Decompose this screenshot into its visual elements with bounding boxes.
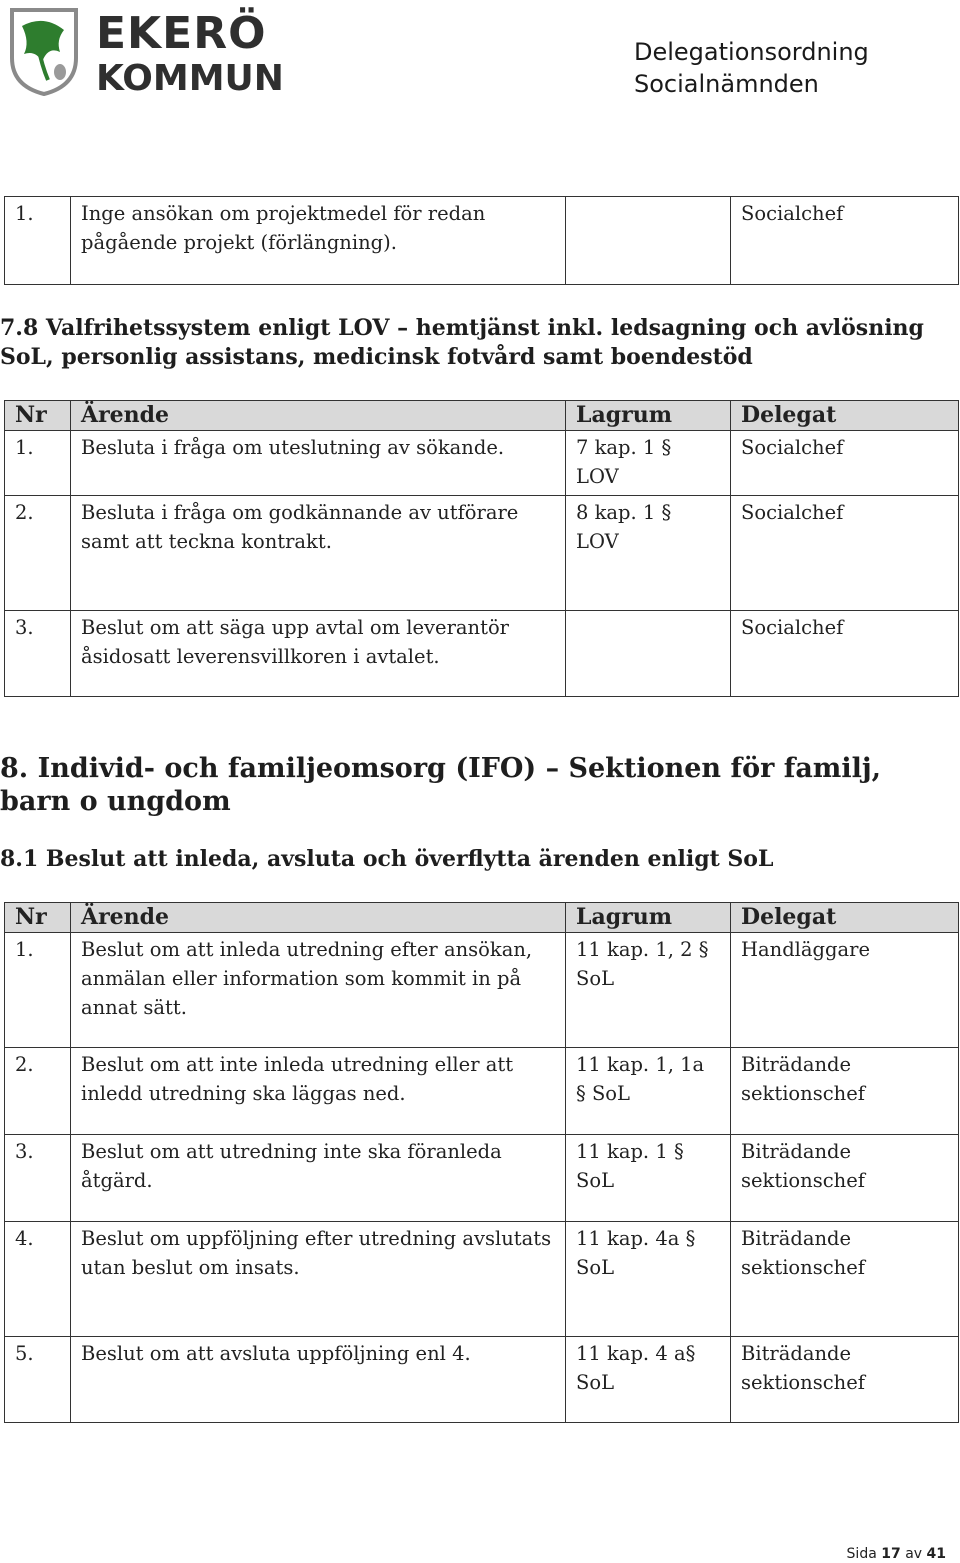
current-page: 17 bbox=[881, 1546, 901, 1562]
logo-wordmark-top: EKERÖ bbox=[96, 8, 267, 59]
delegat-cell: Handläggare bbox=[731, 933, 959, 1048]
section-heading-8-1: 8.1 Beslut att inleda, avsluta och överflytta ärenden enligt SoL bbox=[0, 846, 774, 872]
table-row bbox=[5, 1048, 959, 1135]
column-header-arende: Ärende bbox=[71, 401, 566, 431]
page-number bbox=[847, 1546, 946, 1562]
column-header-nr: Nr bbox=[5, 401, 71, 431]
table-row bbox=[5, 1222, 959, 1337]
table-row bbox=[5, 431, 959, 496]
ekero-kommun-logo bbox=[8, 6, 284, 102]
arende-cell: Beslut om att utredning inte ska föranleda åtgärd. bbox=[71, 1135, 566, 1222]
table-row bbox=[5, 1337, 959, 1423]
table-row bbox=[5, 1135, 959, 1222]
table-row bbox=[5, 933, 959, 1048]
arende-cell: Beslut om att inleda utredning efter ansökan, anmälan eller information som kommit in på annat sätt. bbox=[71, 933, 566, 1048]
column-header-delegat: Delegat bbox=[731, 903, 959, 933]
nr-cell: 3. bbox=[5, 611, 71, 697]
lagrum-cell bbox=[566, 197, 731, 285]
delegat-cell: Biträdande sektionschef bbox=[731, 1222, 959, 1337]
page-label: Sida bbox=[846, 1546, 877, 1562]
delegat-cell: Socialchef bbox=[731, 496, 959, 611]
arende-cell: Beslut om att säga upp avtal om leverantör åsidosatt leverensvillkoren i avtalet. bbox=[71, 611, 566, 697]
arende-cell: Besluta i fråga om uteslutning av sökande. bbox=[71, 431, 566, 496]
nr-cell: 1. bbox=[5, 431, 71, 496]
total-pages: 41 bbox=[926, 1546, 946, 1562]
nr-cell: 2. bbox=[5, 496, 71, 611]
nr-cell: 5. bbox=[5, 1337, 71, 1423]
delegat-cell: Socialchef bbox=[731, 197, 959, 285]
nr-cell: 1. bbox=[5, 933, 71, 1048]
delegat-cell: Biträdande sektionschef bbox=[731, 1337, 959, 1423]
table-header-row bbox=[5, 401, 959, 431]
table-row bbox=[5, 496, 959, 611]
logo-wordmark-bottom: KOMMUN bbox=[96, 58, 284, 99]
table-header-row bbox=[5, 903, 959, 933]
lagrum-cell: 7 kap. 1 § LOV bbox=[566, 431, 731, 496]
column-header-lagrum: Lagrum bbox=[566, 401, 731, 431]
column-header-delegat: Delegat bbox=[731, 401, 959, 431]
lagrum-cell: 11 kap. 1 § SoL bbox=[566, 1135, 731, 1222]
nr-cell: 1. bbox=[5, 197, 71, 285]
sol-table bbox=[4, 902, 959, 1423]
section-heading-8: 8. Individ- och familjeomsorg (IFO) – Sektionen för familj, barn o ungdom bbox=[0, 753, 882, 817]
of-label: av bbox=[905, 1546, 923, 1562]
lagrum-cell: 11 kap. 1, 1a § SoL bbox=[566, 1048, 731, 1135]
continuation-table bbox=[4, 196, 959, 285]
nr-cell: 4. bbox=[5, 1222, 71, 1337]
column-header-arende: Ärende bbox=[71, 903, 566, 933]
delegat-cell: Socialchef bbox=[731, 431, 959, 496]
document-title-line1: Delegationsordning bbox=[634, 38, 869, 66]
arende-cell: Besluta i fråga om godkännande av utförare samt att teckna kontrakt. bbox=[71, 496, 566, 611]
lov-table bbox=[4, 400, 959, 697]
page-header bbox=[0, 0, 960, 120]
table-row bbox=[5, 197, 959, 285]
arende-cell: Inge ansökan om projektmedel för redan pågående projekt (förlängning). bbox=[71, 197, 566, 285]
lagrum-cell: 11 kap. 1, 2 § SoL bbox=[566, 933, 731, 1048]
lagrum-cell bbox=[566, 611, 731, 697]
document-title-line2: Socialnämnden bbox=[634, 70, 819, 98]
table-row bbox=[5, 611, 959, 697]
delegat-cell: Socialchef bbox=[731, 611, 959, 697]
nr-cell: 2. bbox=[5, 1048, 71, 1135]
arende-cell: Beslut om att avsluta uppföljning enl 4. bbox=[71, 1337, 566, 1423]
arende-cell: Beslut om uppföljning efter utredning avslutats utan beslut om insats. bbox=[71, 1222, 566, 1337]
section-heading-7-8: 7.8 Valfrihetssystem enligt LOV – hemtjänst inkl. ledsagning och avlösning SoL, personlig assistans, medicinsk fotvård samt boendestöd bbox=[0, 315, 924, 370]
delegat-cell: Biträdande sektionschef bbox=[731, 1048, 959, 1135]
lagrum-cell: 11 kap. 4a § SoL bbox=[566, 1222, 731, 1337]
document-title bbox=[634, 36, 869, 100]
arende-cell: Beslut om att inte inleda utredning eller att inledd utredning ska läggas ned. bbox=[71, 1048, 566, 1135]
column-header-nr: Nr bbox=[5, 903, 71, 933]
nr-cell: 3. bbox=[5, 1135, 71, 1222]
delegat-cell: Biträdande sektionschef bbox=[731, 1135, 959, 1222]
coat-of-arms-icon bbox=[8, 6, 80, 96]
lagrum-cell: 11 kap. 4 a§ SoL bbox=[566, 1337, 731, 1423]
lagrum-cell: 8 kap. 1 § LOV bbox=[566, 496, 731, 611]
column-header-lagrum: Lagrum bbox=[566, 903, 731, 933]
